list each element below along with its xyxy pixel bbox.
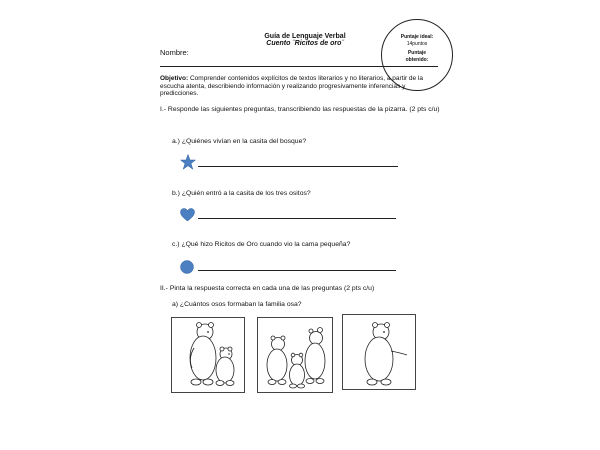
answer-line-b[interactable] [198, 218, 396, 219]
answer-line-c[interactable] [198, 270, 396, 271]
option-three-bears[interactable] [257, 317, 333, 393]
score-obtained-label-2: obtenido: [405, 56, 429, 63]
page-title: Guía de Lenguaje Verbal [264, 33, 346, 40]
heart-icon [180, 208, 195, 222]
option-one-bear[interactable] [342, 314, 416, 390]
one-bear-illustration [343, 315, 415, 389]
answer-line-a[interactable] [198, 166, 398, 167]
score-obtained-label-1: Puntaje [407, 50, 427, 56]
section2-heading: II.- Pinta la respuesta correcta en cada una de las preguntas (2 pts c/u) [160, 285, 375, 292]
two-bears-illustration [172, 318, 244, 392]
section1-heading: I.- Responde las siguientes preguntas, transcribiendo las respuestas de la pizarra. (2 pts c/u) [160, 106, 440, 113]
question-c: c.) ¿Qué hizo Ricitos de Oro cuando vio la cama pequeña? [172, 241, 351, 248]
objective-label: Objetivo: [160, 75, 189, 82]
question-a: a.) ¿Quiénes vivían en la casita del bosque? [172, 138, 307, 145]
score-ideal-label: Puntaje ideal: [400, 34, 434, 40]
score-ideal-value: 14puntos [406, 40, 428, 47]
objective [160, 75, 430, 98]
option-two-bears[interactable] [171, 317, 245, 393]
name-label: Nombre: [160, 48, 189, 57]
star-icon [180, 154, 196, 170]
objective-text: Comprender contenidos explícitos de textos literarios y no literarios, a partir de la escucha atenta, describiendo información y realizando progresivamente inferencias y predicciones. [160, 75, 424, 98]
page-subtitle: Cuento ¨Ricitos de oro¨ [266, 40, 344, 47]
question-b: b.) ¿Quién entró a la casita de los tres ositos? [172, 190, 311, 197]
three-bears-illustration [258, 318, 332, 392]
question-2a: a) ¿Cuántos osos formaban la familia osa? [172, 301, 302, 308]
circle-icon [180, 260, 194, 274]
